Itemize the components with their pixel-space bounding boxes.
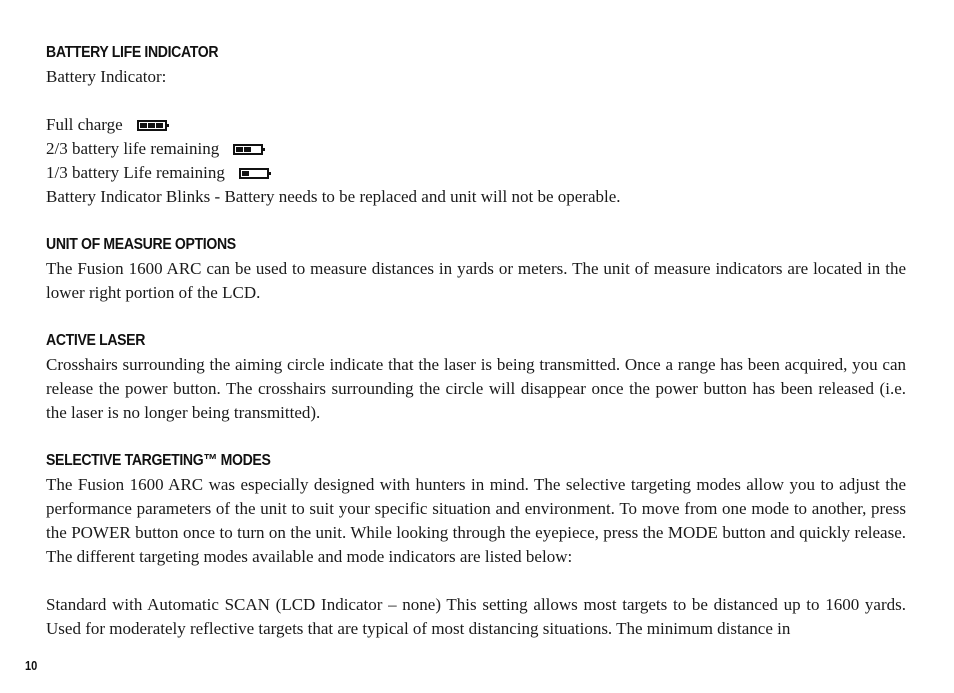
spacer	[46, 569, 906, 593]
active-laser-body: Crosshairs surrounding the aiming circle indicate that the laser is being transmitted. Once a range has been acquired, you can release the power button. The crosshairs surrounding the circle will disappear once the power button has been released (i.e. the laser is no longer being transmitted).	[46, 355, 906, 422]
page-content	[46, 41, 906, 641]
spacer	[46, 425, 906, 449]
battery-two-thirds-icon	[233, 144, 263, 155]
selective-targeting-body: The Fusion 1600 ARC was especially designed with hunters in mind. The selective targeting modes allow you to adjust the performance parameters of the unit to suit your specific situation and environment. To move from one mode to another, press the POWER button once to turn on the unit. While looking through the eyepiece, press the MODE button and quickly release. The different targeting modes available and mode indicators are listed below:	[46, 475, 906, 566]
battery-blink-note: Battery Indicator Blinks - Battery needs to be replaced and unit will not be operable.	[46, 187, 621, 206]
battery-level-one-third	[46, 161, 906, 185]
spacer	[46, 305, 906, 329]
battery-level-label: Full charge	[46, 115, 123, 134]
battery-one-third-icon	[239, 168, 269, 179]
page-number: 10	[25, 658, 38, 673]
selective-targeting-heading: SELECTIVE TARGETING™ MODES	[46, 452, 271, 469]
battery-level-label: 1/3 battery Life remaining	[46, 163, 225, 182]
battery-level-label: 2/3 battery life remaining	[46, 139, 220, 158]
battery-level-full	[46, 113, 906, 137]
battery-indicator-intro: Battery Indicator:	[46, 67, 167, 86]
battery-full-icon	[137, 120, 167, 131]
unit-of-measure-heading: UNIT OF MEASURE OPTIONS	[46, 236, 236, 253]
unit-of-measure-body: The Fusion 1600 ARC can be used to measure distances in yards or meters. The unit of measure indicators are located in the lower right portion of the LCD.	[46, 259, 906, 302]
spacer	[46, 89, 906, 113]
battery-life-heading: BATTERY LIFE INDICATOR	[46, 44, 219, 61]
standard-mode-body: Standard with Automatic SCAN (LCD Indicator – none) This setting allows most targets to be distanced up to 1600 yards. Used for moderately reflective targets that are typical of most distancing situations. The minimum distance in	[46, 595, 906, 638]
spacer	[46, 209, 906, 233]
battery-level-two-thirds	[46, 137, 906, 161]
active-laser-heading: ACTIVE LASER	[46, 332, 146, 349]
